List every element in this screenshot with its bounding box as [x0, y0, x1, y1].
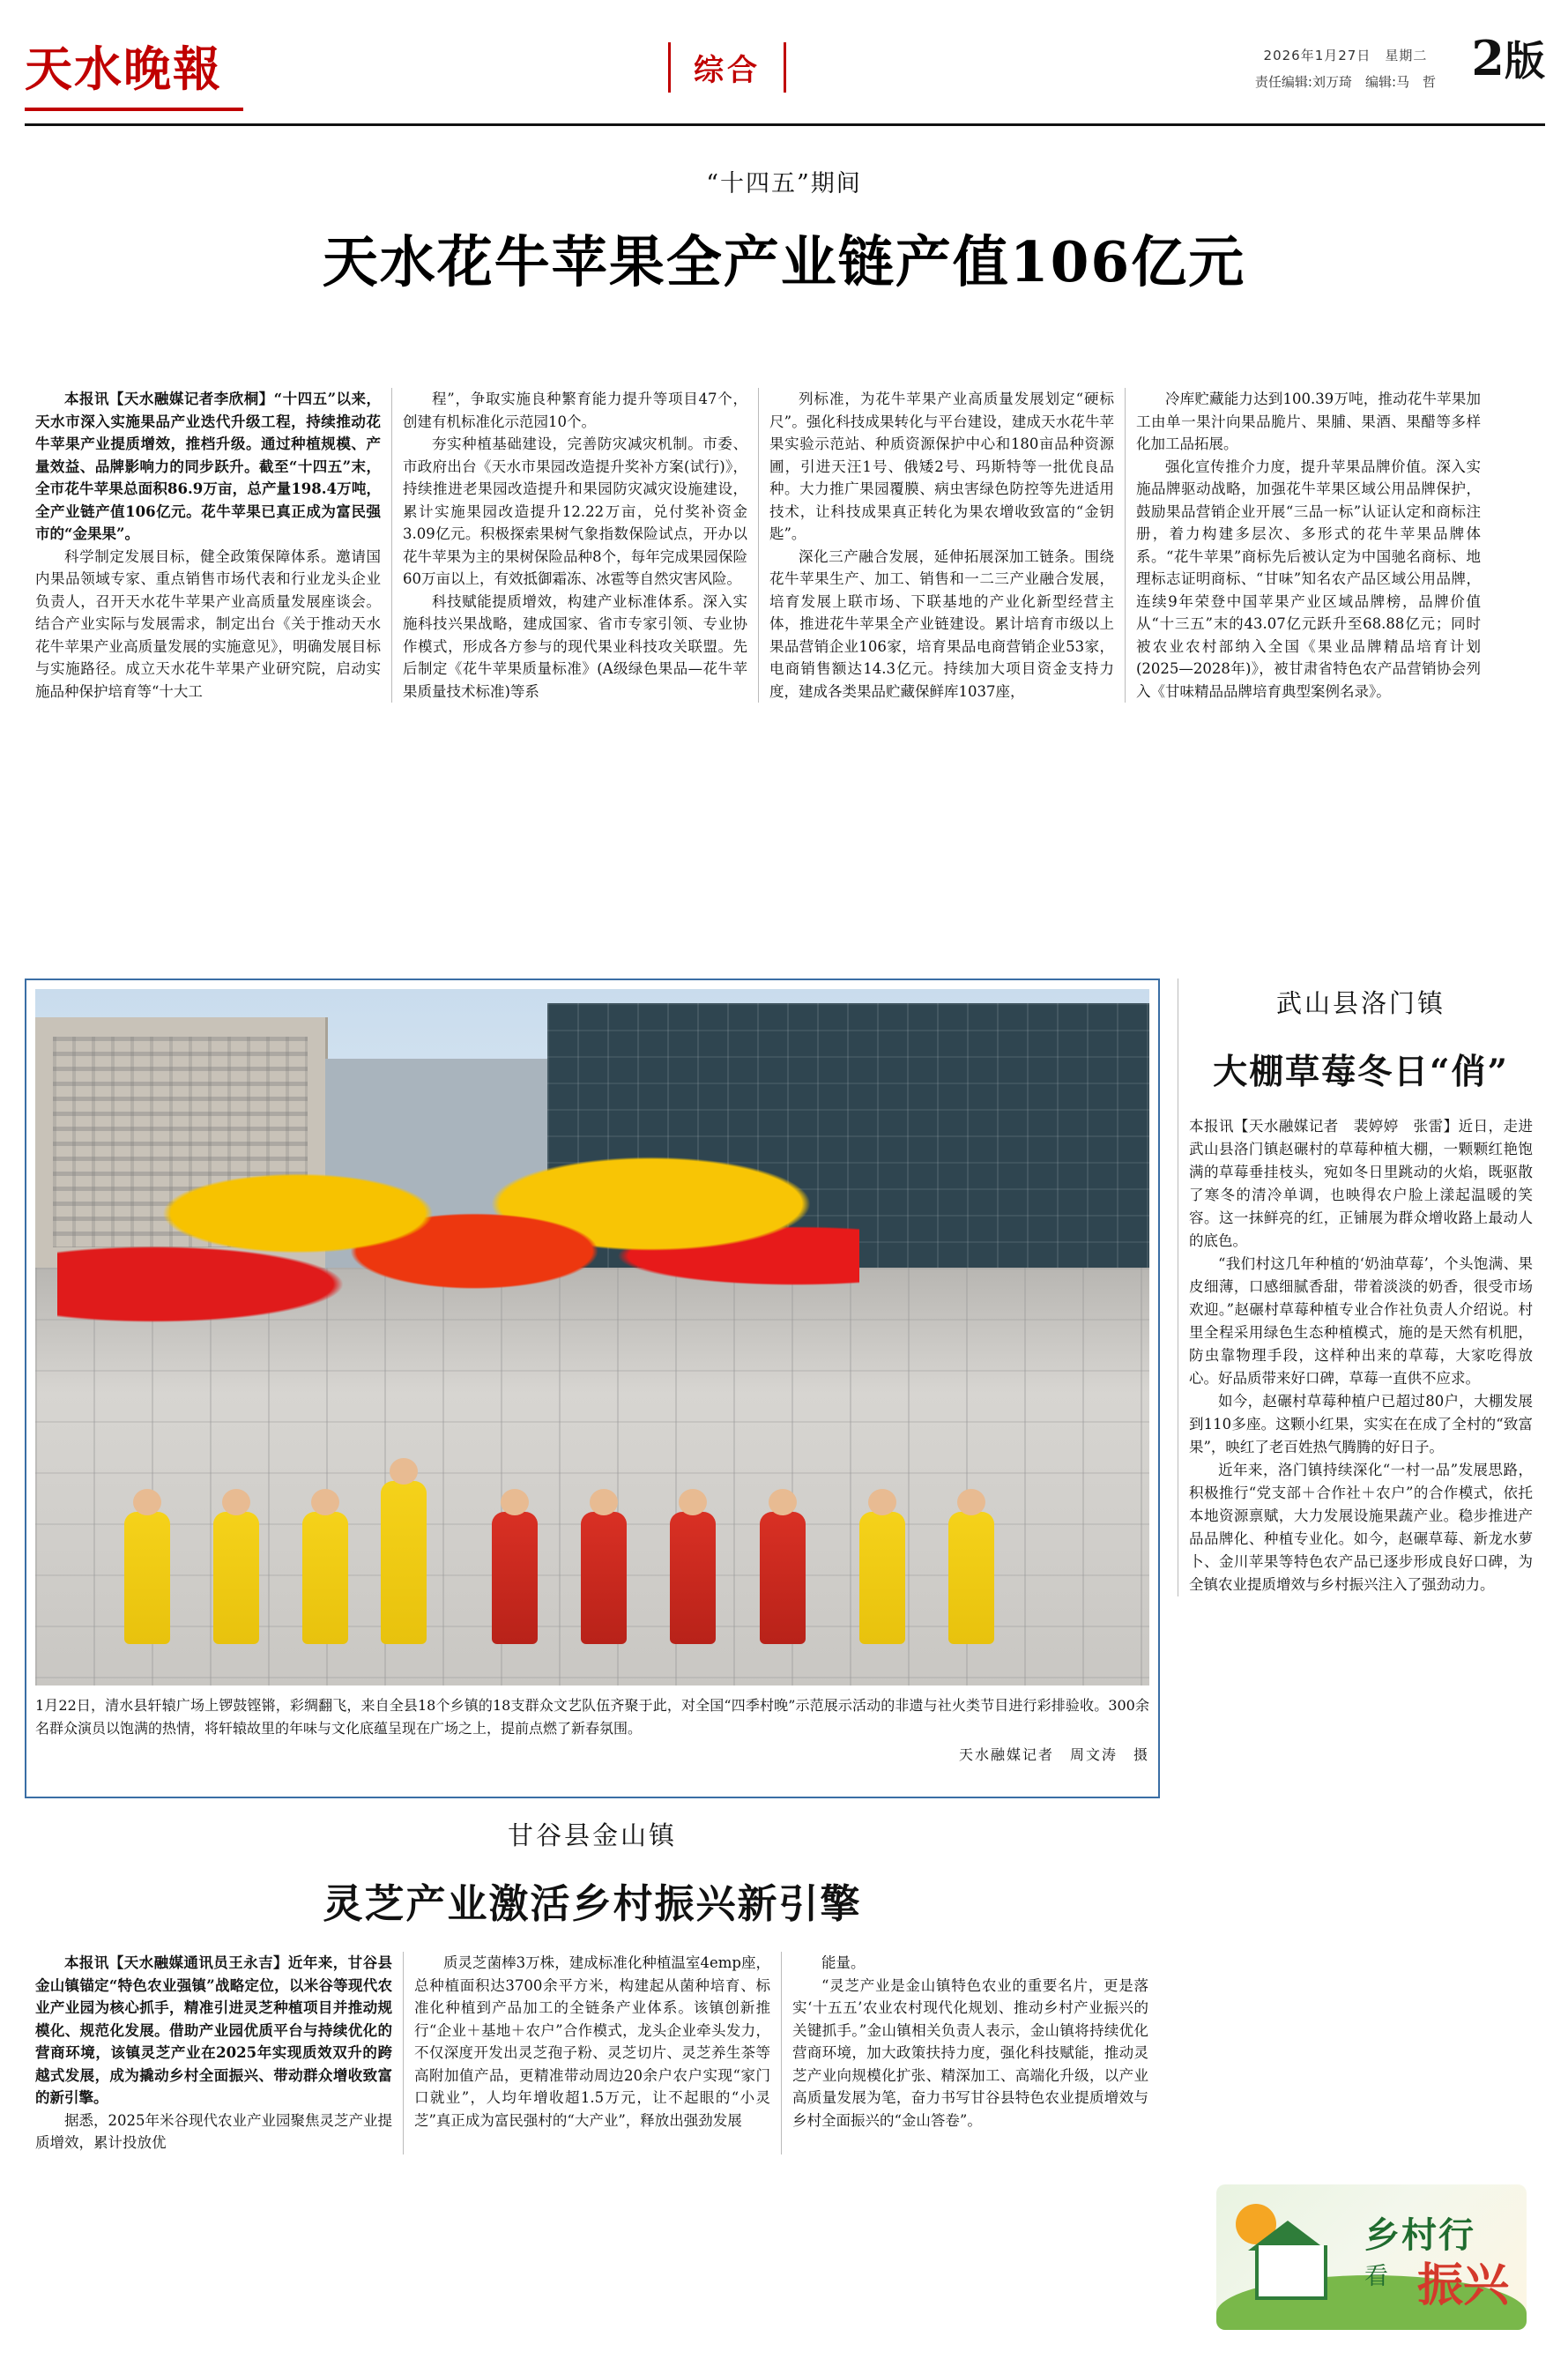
badge-line-2: 看: [1364, 2263, 1388, 2290]
photo-block: [25, 979, 1160, 1798]
performer: [859, 1512, 905, 1644]
article-column-1: [25, 388, 391, 703]
article-column-2: [391, 388, 758, 703]
performer: [581, 1512, 627, 1644]
bottom-article-title: 灵芝产业激活乡村振兴新引擎: [323, 1880, 862, 1927]
performer: [124, 1512, 170, 1644]
paragraph: 夯实种植基础建设，完善防灾减灾机制。市委、市政府出台《天水市果园改造提升奖补方案(试行)》，持续推进老果园改造提升和果园防灾减灾设施建设，累计实施果园改造提升12.22万亩，兑付奖补资金3.09亿元。积极探索果树气象指数保险试点，开办以花牛苹果为主的果树保险品种8个，每年完成果园保险60万亩以上，有效抵御霜冻、冰雹等自然灾害风险。: [403, 435, 747, 587]
performer: [670, 1512, 716, 1644]
dragon-dance-prop: [57, 1142, 859, 1380]
page-number: [1471, 30, 1545, 86]
photo-caption-text: 1月22日，清水县轩辕广场上锣鼓铿锵，彩绸翻飞，来自全县18个乡镇的18支群众文艺队伍齐聚于此，对全国“四季村晚”示范展示活动的非遗与社火类节目进行彩排验收。300余名群众演员以饱满的热情，将轩辕故里的年味与文化底蕴呈现在广场之上，提前点燃了新春氛围。: [35, 1697, 1149, 1737]
performer: [760, 1512, 806, 1644]
editor-credits: 责任编辑:刘万琦 编辑:马 哲: [1254, 74, 1436, 90]
side-article-body: [1189, 1115, 1533, 1596]
newspaper-logo: 天水晚報: [25, 41, 222, 97]
article-kicker: “十四五”期间: [706, 170, 862, 197]
house-icon: [1255, 2245, 1327, 2300]
paragraph: 列标准，为花牛苹果产业高质量发展划定“硬标尺”。强化科技成果转化与平台建设，建成天水花牛苹果实验示范站、种质资源保护中心和180亩品种资源圃，引进天汪1号、俄矮2号、玛斯特等一批优良品种。大力推广果园覆膜、病虫害绿色防控等先进适用技术，让科技成果真正转化为果农增收致富的“金钥匙”。: [769, 391, 1114, 542]
paragraph: 本报讯【天水融媒记者李欣桐】“十四五”以来，天水市深入实施果品产业迭代升级工程，持续推动花牛苹果产业提质增效，推档升级。通过种植规模、产量效益、品牌影响力的同步跃升。截至“十四五”末，全市花牛苹果总面积86.9万亩，总产量198.4万吨，全产业链产值106亿元。花牛苹果已真正成为富民强市的“金果果”。: [35, 391, 381, 542]
masthead: [0, 0, 1568, 132]
news-photo: [35, 989, 1149, 1686]
paragraph: 程”，争取实施良种繁育能力提升等项目47个，创建有机标准化示范园10个。: [403, 391, 747, 430]
side-article: [1178, 979, 1543, 1596]
issue-meta: [1255, 42, 1436, 95]
section-title: 综合: [668, 42, 786, 93]
logo-underline: [25, 108, 243, 111]
paragraph: 如今，赵碾村草莓种植户已超过80户，大棚发展到110多座。这颗小红果，实实在在成了全村的“致富果”，映红了老百姓热气腾腾的好日子。: [1189, 1393, 1533, 1455]
paragraph: 质灵芝菌棒3万株，建成标准化种植温室4emp座，总种植面积达3700余平方米，构建起从菌种培育、标准化种植到产品加工的全链条产业体系。该镇创新推行“企业＋基地＋农户”合作模式，龙头企业牵头发力，不仅深度开发出灵芝孢子粉、灵芝切片、灵芝养生茶等高附加值产品，更精准带动周边20余户农户实现“家门口就业”，人均年增收超1.5万元，让不起眼的“小灵芝”真正成为富民强村的“大产业”，释放出强劲发展: [414, 1954, 770, 2129]
main-article-columns: [25, 388, 1543, 703]
paragraph: 深化三产融合发展，延伸拓展深加工链条。围绕花牛苹果生产、加工、销售和一二三产业融合发展，培育发展上联市场、下联基地的产业化新型经营主体，推进花牛苹果全产业链建设。累计培育市级以上果品营销企业106家，培育果品电商营销企业53家，电商销售额达14.3亿元。持续加大项目资金支持力度，建成各类果品贮藏保鲜库1037座，: [769, 547, 1114, 700]
photo-byline: 天水融媒记者 周文涛 摄: [958, 1746, 1149, 1763]
paragraph: “我们村这几年种植的‘奶油草莓’，个头饱满、果皮细薄，口感细腻香甜，带着淡淡的奶香，很受市场欢迎。”赵碾村草莓种植专业合作社负责人介绍说。村里全程采用绿色生态种植模式，施的是天然有机肥，防虫靠物理手段，这样种出来的草莓，大家吃得放心。好品质带来好口碑，草莓一直供不应求。: [1189, 1255, 1533, 1387]
bottom-column-2: [403, 1952, 781, 2154]
page-number-value: 2: [1471, 30, 1505, 86]
paragraph: 冷库贮藏能力达到100.39万吨，推动花牛苹果加工由单一果汁向果品脆片、果脯、果酒、果醋等多样化加工品拓展。: [1136, 391, 1481, 452]
bottom-column-3: [781, 1952, 1159, 2154]
paragraph: 据悉，2025年米谷现代农业产业园聚焦灵芝产业提质增效，累计投放优: [35, 2111, 392, 2151]
paragraph: 科技赋能提质增效，构建产业标准体系。深入实施科技兴果战略，建成国家、省市专家引领、专业协作模式，形成各方参与的现代果业科技攻关联盟。先后制定《花牛苹果质量标准》(A级绿色果品—花牛苹果质量技术标准)等系: [403, 592, 747, 700]
performer: [492, 1512, 538, 1644]
bottom-article-town: 甘谷县金山镇: [507, 1820, 677, 1850]
side-article-town: 武山县洛门镇: [1275, 988, 1445, 1018]
paragraph: 强化宣传推介力度，提升苹果品牌价值。深入实施品牌驱动战略，加强花牛苹果区域公用品牌保护，鼓励果品营销企业开展“三品一标”认证认定和商标注册，着力构建多层次、多形式的花牛苹果品牌体系。“花牛苹果”商标先后被认定为中国驰名商标、地理标志证明商标、“甘味”知名农产品区域公用品牌，连续9年荣登中国苹果产业区域品牌榜，品牌价值从“十三五”末的43.07亿元跃升至68.88亿元；同时被农业农村部纳入全国《果业品牌精品培育计划(2025—2028年)》，被甘肃省特色农产品营销协会列入《甘味精品品牌培育典型案例名录》。: [1136, 458, 1481, 700]
photo-caption: [35, 1694, 1149, 1767]
badge-line-3: 振兴: [1417, 2259, 1510, 2312]
article-column-4: [1125, 388, 1491, 703]
campaign-badge: [1216, 2184, 1527, 2330]
performer: [948, 1512, 994, 1644]
performer: [213, 1512, 259, 1644]
paragraph: 本报讯【天水融媒记者 裴婷婷 张雷】近日，走进武山县洛门镇赵碾村的草莓种植大棚，一颗颗红艳饱满的草莓垂挂枝头，宛如冬日里跳动的火焰，既驱散了寒冬的清冷单调，也映得农户脸上漾起温暖的笑容。这一抹鲜亮的红，正铺展为群众增收路上最动人的底色。: [1189, 1118, 1533, 1249]
bottom-article: [25, 1816, 1160, 2154]
page-number-unit: 版: [1505, 37, 1545, 85]
paragraph: 科学制定发展目标，健全政策保障体系。邀请国内果品领域专家、重点销售市场代表和行业龙头企业负责人，召开天水花牛苹果产业高质量发展座谈会。结合产业实际与发展需求，制定出台《关于推动天水花牛苹果产业高质量发展的实施意见》，明确发展目标与实施路径。成立天水花牛苹果产业研究院，启动实施品种保护培育等“十大工: [35, 547, 381, 700]
badge-line-1: 乡村行: [1364, 2214, 1475, 2256]
issue-date: 2026年1月27日 星期二: [1263, 48, 1428, 63]
masthead-divider: [25, 123, 1545, 126]
page-title: 天水花牛苹果全产业链产值106亿元: [322, 229, 1246, 294]
performer: [381, 1481, 427, 1644]
paragraph: 近年来，洛门镇持续深化“一村一品”发展思路，积极推行“党支部＋合作社＋农户”的合作模式，依托本地资源禀赋，大力发展设施果蔬产业。稳步推进产品品牌化、种植专业化。如今，赵碾草莓、新龙水萝卜、金川苹果等特色农产品已逐步形成良好口碑，为全镇农业提质增效与乡村振兴注入了强劲动力。: [1189, 1462, 1533, 1593]
side-article-title: 大棚草莓冬日“俏”: [1213, 1052, 1509, 1092]
paragraph: “灵芝产业是金山镇特色农业的重要名片，更是落实‘十五五’农业农村现代化规划、推动乡村产业振兴的关键抓手。”金山镇相关负责人表示，金山镇将持续优化营商环境，加大政策扶持力度，强化科技赋能，推动灵芝产业向规模化扩张、精深加工、高端化升级，以产业高质量发展为笔，奋力书写甘谷县特色农业提质增效与乡村全面振兴的“金山答卷”。: [792, 1976, 1148, 2129]
performer: [302, 1512, 348, 1644]
bottom-column-1: [25, 1952, 403, 2154]
bottom-article-columns: [25, 1952, 1160, 2154]
paragraph: 本报讯【天水融媒通讯员王永吉】近年来，甘谷县金山镇锚定“特色农业强镇”战略定位，以米谷等现代农业产业园为核心抓手，精准引进灵芝种植项目并推动规模化、规范化发展。借助产业园优质平台与持续优化的营商环境，该镇灵芝产业在2025年实现质效双升的跨越式发展，成为撬动乡村全面振兴、带动群众增收致富的新引擎。: [35, 1954, 392, 2106]
paragraph: 能量。: [821, 1954, 866, 1971]
article-column-3: [758, 388, 1125, 703]
